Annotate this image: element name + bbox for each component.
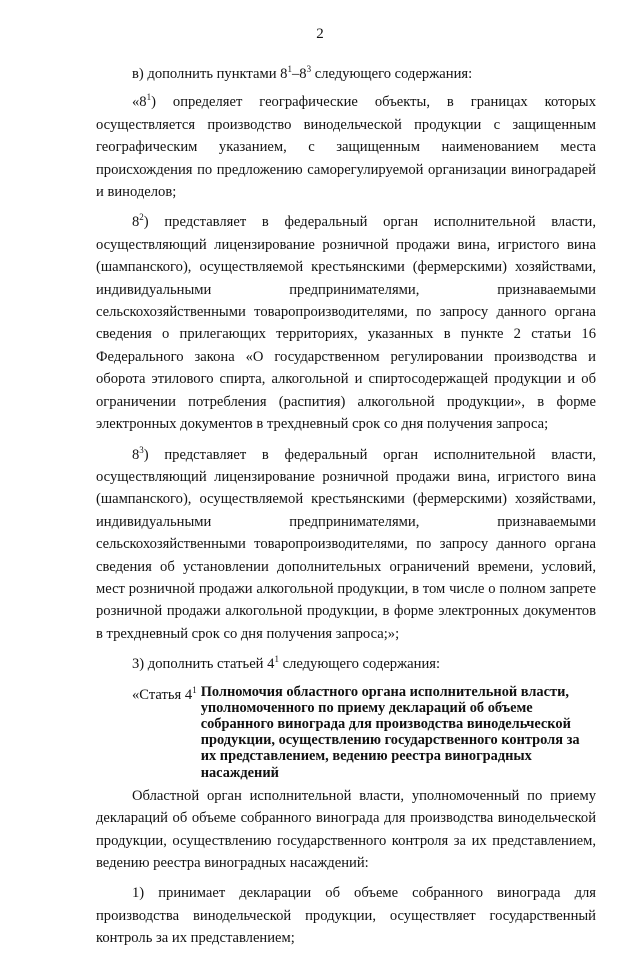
document-body (96, 63, 596, 958)
paragraph-add-article: 3) дополнить статьей $4^1$ следующего содержания: (132, 654, 441, 673)
page-number: 2 (316, 26, 324, 42)
paragraph-item-8-2: $8^2$) представляет в федеральный орган исполнительной власти, осуществляющий лицензирование розничной продажи вина, игристого вина (шампанского), осуществляемой крестьянскими (фермерскими) хозяйствами, индивидуальными предпринимателями, признаваемыми сельскохозяйственными товаропроизводителями, по запросу данного органа сведения о прилегающих территориях, указанных в пункте 2 статьи 16 Федерального закона «О государственном регулировании производства и оборота этилового спирта, алкогольной и спиртосодержащей продукции и об ограничении потребления (распития) алкогольной продукции», в форме электронных документов в трехдневный срок со дня получения запроса; (96, 212, 596, 433)
paragraph-item-8-1: «$8^1$) определяет географические объекты, в границах которых осуществляется производство винодельческой продукции с защищенным географическим указанием, с защищенным наименованием места происхождения по предложению саморегулируемой организации виноградарей и виноделов; (96, 92, 596, 201)
paragraph-item-8-3: $8^3$) представляет в федеральный орган исполнительной власти, осуществляющий лицензирование розничной продажи вина, игристого вина (шампанского), осуществляемой крестьянскими (фермерскими) хозяйствами, индивидуальными предпринимателями, признаваемыми сельскохозяйственными товаропроизводителями, по запросу данного органа сведения об установлении дополнительных ограничений времени, условий, мест розничной продажи алкогольной продукции, в том числе о полном запрете розничной продажи алкогольной продукции, в форме электронных документов в трехдневный срок со дня получения запроса;»; (96, 444, 596, 642)
paragraph-v-add-items: в) дополнить пунктами $8^1-8^3$ следующего содержания: (132, 64, 473, 82)
paragraph-article-item-1: 1) принимает декларации об объеме собранного винограда для производства винодельческой продукции, осуществляет государственный контроль за их представлением; (96, 885, 596, 947)
article-title: Полномочия областного органа исполнительной власти, уполномоченного по приему деклараций об объеме собранного винограда для производства винодельческой продукции, осуществлению государственного контроля за их представлением, ведению реестра виноградных насаждений (200, 683, 580, 781)
paragraph-article-body: Областной орган исполнительной власти, уполномоченный по приему деклараций об объеме собранного винограда для производства винодельческой продукции, осуществлению государственного контроля за их представлением, ведению реестра виноградных насаждений: (96, 787, 596, 871)
article-heading (96, 684, 596, 781)
article-number: «Статья $4^1$ (132, 684, 197, 703)
